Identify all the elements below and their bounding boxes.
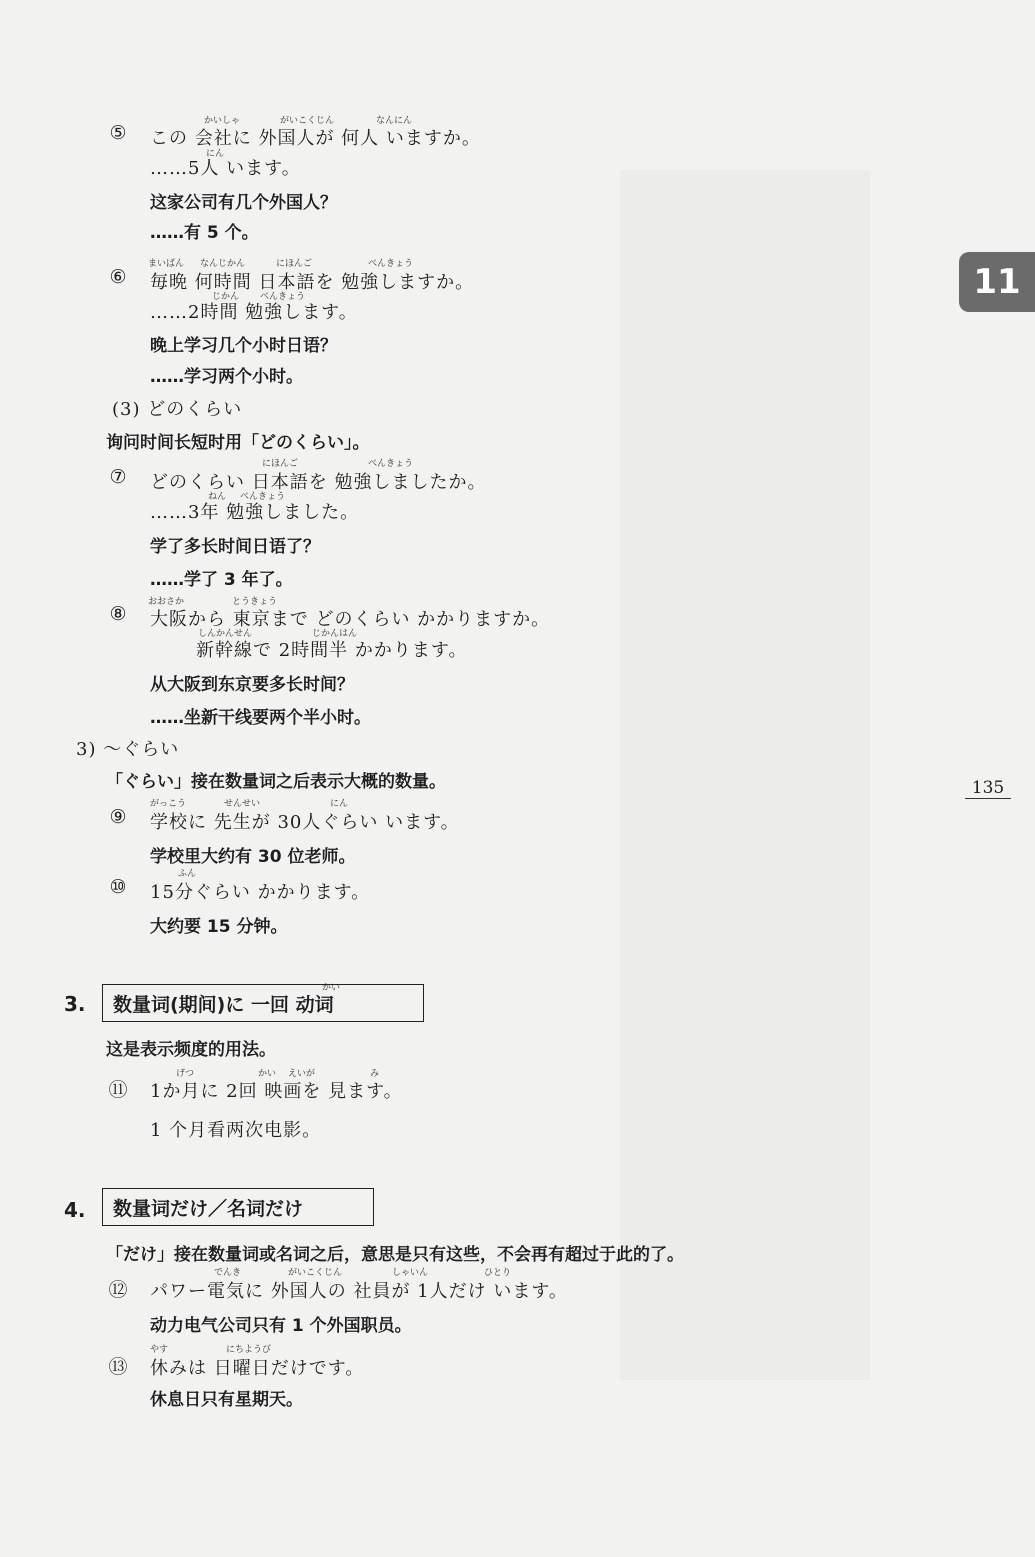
ruby: がいこくじん: [288, 1268, 343, 1278]
bleed-through-shadow: [620, 170, 870, 1380]
ruby: とうきょう: [232, 597, 278, 607]
ruby: おおさか: [148, 597, 185, 607]
ruby: べんきょう: [240, 492, 286, 502]
example-answer: ……2時間 勉強します。: [150, 302, 358, 323]
translation: 晚上学习几个小时日语？: [150, 336, 337, 356]
section-note: 「だけ」接在数量词或名词之后，意思是只有这些，不会再有超过于此的了。: [106, 1245, 684, 1265]
ruby: かい: [258, 1069, 277, 1079]
example-number: ⑦: [109, 466, 127, 488]
translation: 学校里大约有 30 位老师。: [150, 847, 356, 867]
section-number: 4.: [64, 1198, 86, 1222]
translation: 这家公司有几个外国人？: [150, 193, 337, 213]
ruby: でんき: [214, 1268, 242, 1278]
point-heading: 3) ～ぐらい: [76, 739, 180, 760]
ruby: えいが: [288, 1069, 316, 1079]
ruby: なんにん: [376, 116, 413, 126]
example-number: ⑧: [109, 603, 127, 625]
ruby: がいこくじん: [280, 116, 335, 126]
translation: 1 个月看两次电影。: [150, 1120, 322, 1141]
translation: 动力电气公司只有 1 个外国职员。: [150, 1316, 412, 1336]
example-sentence: 15分ぐらい かかります。: [150, 882, 371, 903]
example-number: ⑩: [109, 876, 127, 898]
ruby: み: [370, 1069, 380, 1079]
ruby: かい: [322, 983, 341, 993]
example-answer: ……3年 勉強しました。: [150, 502, 360, 523]
ruby: じかん: [212, 292, 240, 302]
ruby: にん: [206, 149, 225, 159]
example-number: ⑬: [108, 1356, 128, 1378]
translation: 从大阪到东京要多长时间？: [150, 675, 354, 695]
translation-answer: ……有 5 个。: [150, 223, 259, 243]
ruby: ひとり: [484, 1268, 512, 1278]
ruby: にちようび: [226, 1345, 272, 1355]
ruby: ふん: [178, 869, 197, 879]
example-number: ⑨: [109, 806, 127, 828]
ruby: べんきょう: [368, 459, 414, 469]
example-sentence: 毎晩 何時間 日本語を 勉強しますか。: [150, 272, 475, 293]
ruby: ねん: [208, 492, 227, 502]
translation-answer: ……学了 3 年了。: [150, 570, 293, 590]
chapter-tab: 11: [959, 252, 1035, 312]
example-sentence: 休みは 日曜日だけです。: [150, 1358, 365, 1379]
ruby: まいばん: [148, 259, 185, 269]
ruby: にほんご: [262, 459, 299, 469]
example-sentence: どのくらい 日本語を 勉強しましたか。: [150, 472, 487, 493]
example-number: ⑥: [109, 266, 127, 288]
point-note: 「ぐらい」接在数量词之后表示大概的数量。: [106, 772, 446, 792]
example-sentence: この 会社に 外国人が 何人 いますか。: [150, 128, 481, 149]
ruby: べんきょう: [368, 259, 414, 269]
ruby: じかんはん: [312, 629, 358, 639]
example-answer: 新幹線で 2時間半 かかります。: [196, 640, 468, 661]
section-note: 这是表示频度的用法。: [106, 1040, 276, 1060]
ruby: せんせい: [224, 799, 261, 809]
translation: 学了多长时间日语了？: [150, 537, 320, 557]
translation-answer: ……学习两个小时。: [150, 367, 303, 387]
section-title-box: 数量词(期间)に 一回 动词: [102, 984, 424, 1022]
page-number: 135: [965, 778, 1011, 799]
example-sentence: 1か月に 2回 映画を 見ます。: [150, 1081, 403, 1102]
example-number: ⑫: [108, 1279, 128, 1301]
ruby: べんきょう: [260, 292, 306, 302]
example-number: ⑪: [108, 1079, 128, 1101]
example-number: ⑤: [109, 122, 127, 144]
translation-answer: ……坐新干线要两个半小时。: [150, 708, 371, 728]
ruby: げつ: [176, 1069, 195, 1079]
ruby: しんかんせん: [198, 629, 253, 639]
translation: 大约要 15 分钟。: [150, 917, 288, 937]
section-title-box: 数量词だけ／名词だけ: [102, 1188, 374, 1226]
example-sentence: 学校に 先生が 30人ぐらい います。: [150, 812, 460, 833]
example-sentence: 大阪から 東京まで どのくらい かかりますか。: [150, 609, 551, 630]
translation: 休息日只有星期天。: [150, 1390, 303, 1410]
example-sentence: パワー電気に 外国人の 社員が 1人だけ います。: [150, 1281, 568, 1302]
ruby: がっこう: [150, 799, 187, 809]
ruby: しゃいん: [392, 1268, 429, 1278]
ruby: やす: [150, 1345, 169, 1355]
example-answer: ……5人 います。: [150, 158, 301, 179]
subsection-note: 询问时间长短时用「どのくらい」。: [106, 433, 370, 453]
section-number: 3.: [64, 992, 86, 1016]
ruby: なんじかん: [200, 259, 246, 269]
subsection-heading: (3) どのくらい: [112, 399, 243, 420]
ruby: にほんご: [276, 259, 313, 269]
ruby: にん: [330, 799, 349, 809]
ruby: かいしゃ: [204, 116, 241, 126]
